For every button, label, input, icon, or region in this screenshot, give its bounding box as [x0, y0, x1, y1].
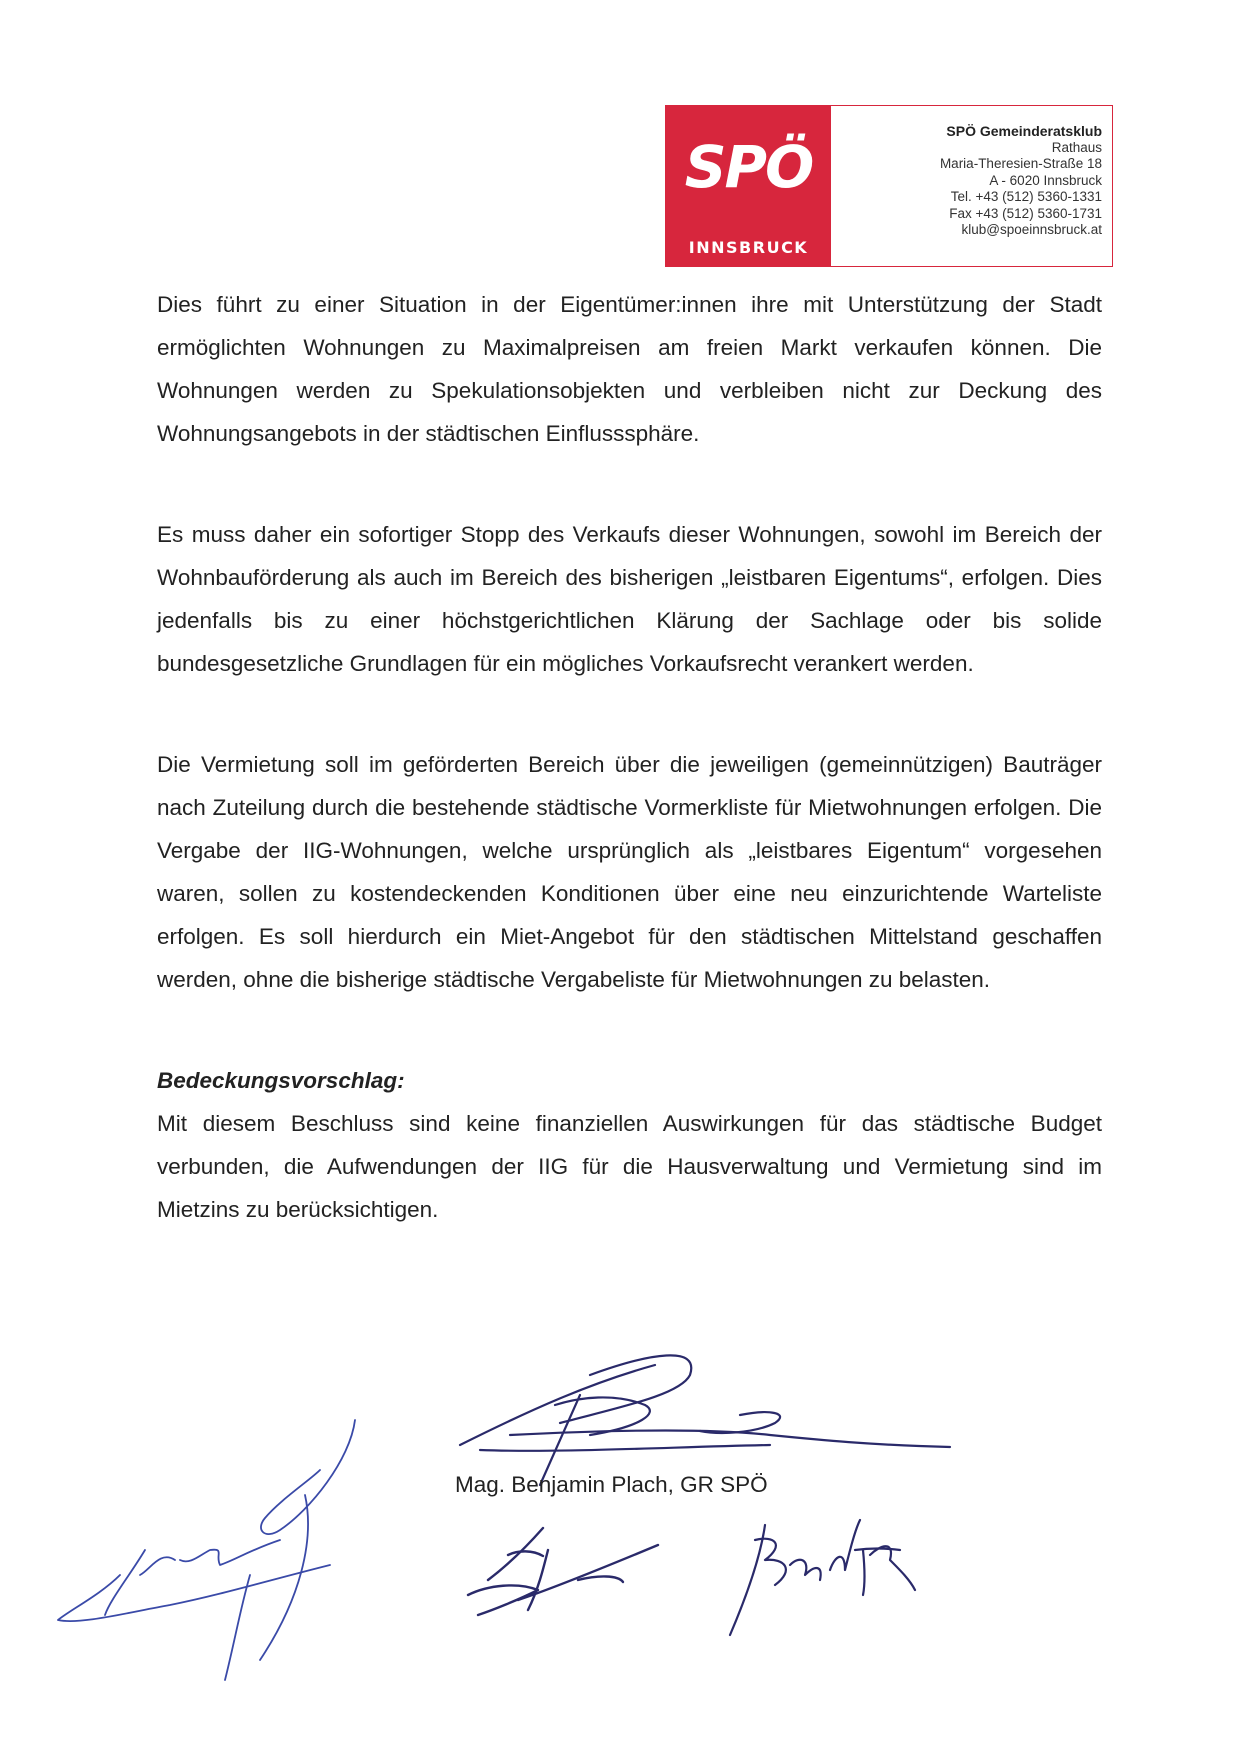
paragraph-2: Es muss daher ein sofortiger Stopp des Verkaufs dieser Wohnungen, sowohl im Bereich der Wohnbauförderung als auch im Bereich des bisherigen „leistbaren Eigentums“, erfolgen. Dies jedenfalls bis zu einer höchstgerichtlichen Klärung der Sachlage oder bis solide bundesgesetzliche Grundlagen für ein mögliches Vorkaufsrecht verankert werden. [157, 522, 1102, 676]
spoe-logo [666, 106, 831, 266]
document-body [157, 283, 1102, 1231]
signature-third [705, 1510, 935, 1640]
fax-number: Fax +43 (512) 5360-1731 [949, 205, 1102, 221]
paragraph-3: Die Vermietung soll im geförderten Bereich über die jeweiligen (gemeinnützigen) Bauträger nach Zuteilung durch die bestehende städtische Vormerkliste für Mietwohnungen erfolgen. Die Vergabe der IIG-Wohnungen, welche ursprünglich als „leistbares Eigentum“ vorgesehen waren, sollen zu kostendeckenden Konditionen über eine neu einzurichtende Warteliste erfolgen. Es soll hierdurch ein Miet-Angebot für den städtischen Mittelstand geschaffen werden, ohne die bisherige städtische Vergabeliste für Mietwohnungen zu belasten. [157, 752, 1102, 992]
logo-subtext: INNSBRUCK [688, 238, 809, 257]
city: A - 6020 Innsbruck [989, 172, 1102, 188]
street-address: Maria-Theresien-Straße 18 [939, 156, 1102, 171]
coverage-text: Mit diesem Beschluss sind keine finanziellen Auswirkungen für das städtische Budget verbunden, die Aufwendungen der IIG für die Hausverwaltung und Vermietung sind im Mietzins zu berücksichtigen. [157, 1111, 1102, 1222]
building: Rathaus [1051, 139, 1102, 155]
coverage-heading: Bedeckungsvorschlag: [157, 1068, 405, 1093]
paragraph-1: Dies führt zu einer Situation in der Eigentümer:innen ihre mit Unterstützung der Stadt ermöglichten Wohnungen zu Maximalpreisen am freien Markt verkaufen können. Die Wohnungen werden zu Spekulationsobjekten und verbleiben nicht zur Deckung des Wohnungsangebots in der städtischen Einflusssphäre. [157, 292, 1102, 446]
contact-block [831, 106, 1112, 266]
logo-text: SPÖ [684, 133, 813, 201]
organization-name: SPÖ Gemeinderatsklub [946, 123, 1102, 139]
letterhead [665, 105, 1113, 267]
email-address[interactable]: klub@spoeinnsbruck.at [961, 222, 1102, 237]
signer-name: Mag. Benjamin Plach, GR SPÖ [455, 1472, 768, 1497]
signature-blue [50, 1400, 380, 1700]
phone-number: Tel. +43 (512) 5360-1331 [950, 189, 1102, 204]
signature-plach [440, 1335, 960, 1485]
signature-second [448, 1520, 678, 1620]
